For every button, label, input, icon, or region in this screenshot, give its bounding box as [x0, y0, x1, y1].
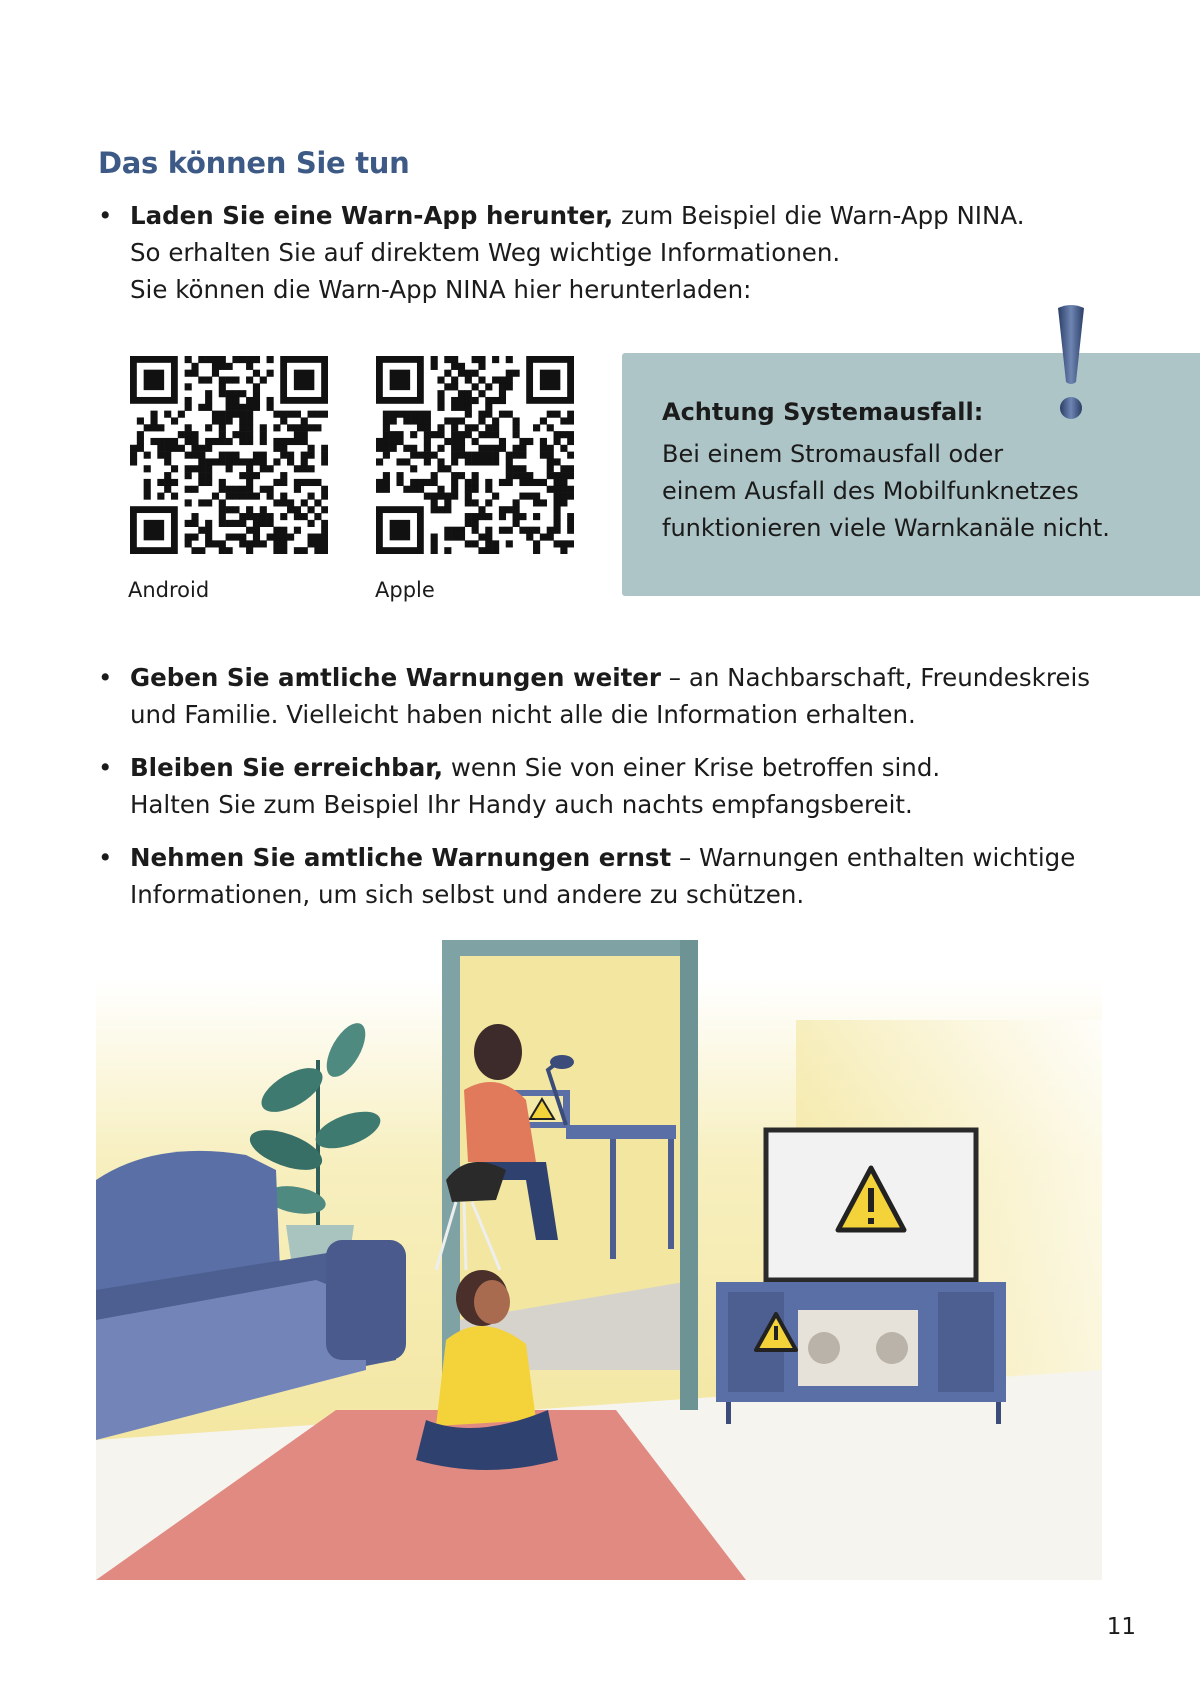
bullet-item-share-warnings — [98, 659, 1098, 733]
bullet-item-stay-reachable — [98, 749, 1098, 823]
qr-code-android[interactable] — [130, 356, 328, 554]
qr-code-apple[interactable] — [376, 356, 574, 554]
page-number: 11 — [1106, 1614, 1136, 1640]
bullet-text: und Familie. Vielleicht haben nicht alle die Information erhalten. — [130, 700, 916, 729]
bullet-text: Halten Sie zum Beispiel Ihr Handy auch nachts empfangsbereit. — [130, 790, 913, 819]
living-room-illustration — [96, 940, 1102, 1580]
qr-label-apple: Apple — [375, 578, 435, 602]
qr-label-android: Android — [128, 578, 210, 602]
bullet-item-download-app — [98, 197, 1098, 308]
notice-title: Achtung Systemausfall: — [662, 398, 984, 426]
bullet-item-take-warnings-seriously — [98, 839, 1098, 913]
notice-body — [662, 436, 1182, 547]
bullet-text: zum Beispiel die Warn-App NINA. — [613, 201, 1025, 230]
bullet-text: So erhalten Sie auf direktem Weg wichtige Informationen. — [130, 238, 841, 267]
notice-line: Bei einem Stromausfall oder — [662, 440, 1004, 468]
exclamation-icon — [1052, 302, 1090, 422]
bullet-marker: • — [98, 663, 113, 692]
bullet-text: wenn Sie von einer Krise betroffen sind. — [443, 753, 941, 782]
bullet-marker: • — [98, 753, 113, 782]
bullet-text: Informationen, um sich selbst und andere zu schützen. — [130, 880, 805, 909]
bullet-text: – Warnungen enthalten wichtige — [671, 843, 1076, 872]
notice-line: funktionieren viele Warnkanäle nicht. — [662, 514, 1110, 542]
bullet-marker: • — [98, 201, 113, 230]
bullet-marker: • — [98, 843, 113, 872]
bullet-bold-text: Geben Sie amtliche Warnungen weiter — [130, 663, 661, 692]
system-failure-notice — [622, 353, 1200, 596]
bullet-text: – an Nachbarschaft, Freundeskreis — [661, 663, 1091, 692]
bullet-bold-text: Nehmen Sie amtliche Warnungen ernst — [130, 843, 672, 872]
bullet-bold-text: Laden Sie eine Warn-App herunter, — [130, 201, 614, 230]
bullet-text: Sie können die Warn-App NINA hier herunterladen: — [130, 275, 752, 304]
notice-line: einem Ausfall des Mobilfunknetzes — [662, 477, 1079, 505]
page-heading: Das können Sie tun — [98, 146, 410, 180]
bullet-bold-text: Bleiben Sie erreichbar, — [130, 753, 444, 782]
